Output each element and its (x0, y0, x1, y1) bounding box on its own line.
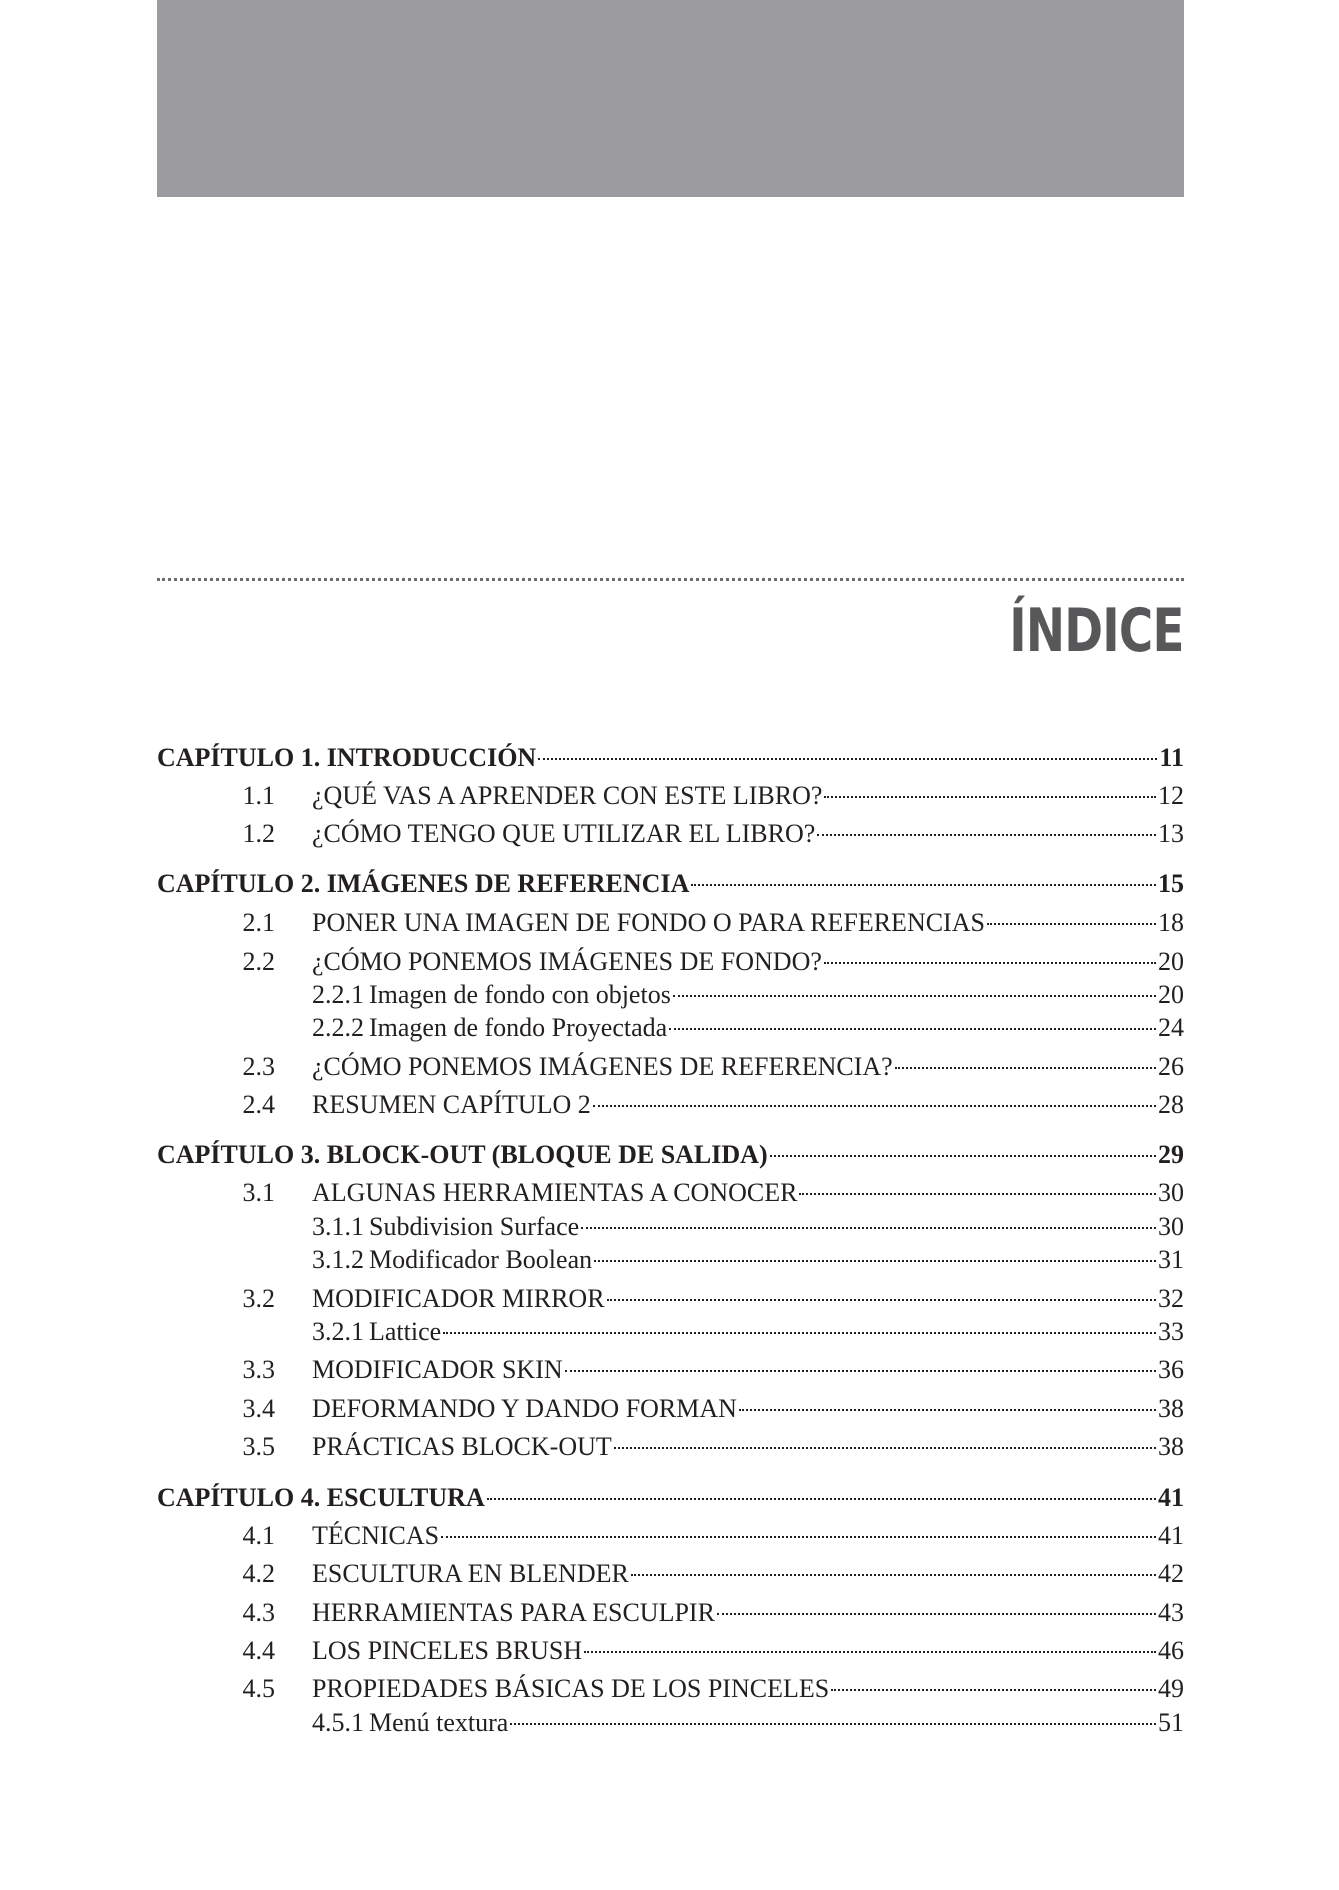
toc-entry-title: PRÁCTICAS BLOCK-OUT (312, 1432, 612, 1461)
toc-entry-title: MODIFICADOR SKIN (312, 1355, 563, 1384)
toc-entry-subsection[interactable] (157, 1244, 1184, 1276)
toc-entry-number: 4.4 (242, 1636, 275, 1665)
toc-entry-section[interactable] (157, 1283, 1184, 1315)
toc-entry-number: 2.2.2 (312, 1013, 364, 1042)
toc-page-number: 38 (1158, 1432, 1184, 1461)
toc-entry-number: 2.4 (242, 1090, 275, 1119)
toc-entry-number: 3.5 (242, 1432, 275, 1461)
toc-entry-section[interactable] (157, 1673, 1184, 1705)
toc-page-number: 38 (1158, 1394, 1184, 1423)
toc-entry-title: ¿CÓMO PONEMOS IMÁGENES DE REFERENCIA? (312, 1052, 893, 1081)
toc-dot-leader (669, 1028, 1156, 1030)
toc-entry-title: CAPÍTULO 1. INTRODUCCIÓN (157, 743, 537, 772)
toc-page-number: 13 (1158, 819, 1184, 848)
toc-entry-title: PONER UNA IMAGEN DE FONDO O PARA REFERENCIAS (312, 908, 985, 937)
toc-dot-leader (831, 1689, 1156, 1691)
toc-dot-leader (824, 796, 1156, 798)
toc-entry-section[interactable] (157, 1354, 1184, 1386)
toc-dot-leader (799, 1193, 1156, 1195)
toc-entry-number: 4.5 (242, 1674, 275, 1703)
toc-dot-leader (673, 995, 1156, 997)
toc-entry-title: RESUMEN CAPÍTULO 2 (312, 1090, 591, 1119)
toc-page-number: 26 (1158, 1052, 1184, 1081)
toc-page-number: 20 (1158, 947, 1184, 976)
toc-page-number: 20 (1158, 980, 1184, 1009)
toc-dot-leader (895, 1067, 1156, 1069)
toc-entry-chapter[interactable] (157, 742, 1184, 774)
toc-entry-section[interactable] (157, 1177, 1184, 1209)
toc-entry-section[interactable] (157, 1597, 1184, 1629)
toc-entry-number: 1.2 (242, 819, 275, 848)
toc-page-number: 24 (1158, 1013, 1184, 1042)
toc-entry-title: MODIFICADOR MIRROR (312, 1284, 605, 1313)
toc-entry-title: LOS PINCELES BRUSH (312, 1636, 583, 1665)
toc-entry-number: 4.1 (242, 1521, 275, 1550)
toc-entry-title: Modificador Boolean (369, 1245, 593, 1274)
toc-entry-number: 4.5.1 (312, 1708, 364, 1737)
toc-page-number: 43 (1158, 1598, 1184, 1627)
toc-page-number: 41 (1158, 1483, 1184, 1512)
toc-dot-leader (581, 1227, 1156, 1229)
toc-entry-number: 3.2 (242, 1284, 275, 1313)
toc-entry-subsection[interactable] (157, 1316, 1184, 1348)
toc-entry-title: CAPÍTULO 4. ESCULTURA (157, 1483, 485, 1512)
toc-entry-subsection[interactable] (157, 1707, 1184, 1739)
toc-dot-leader (631, 1574, 1156, 1576)
toc-entry-section[interactable] (157, 1051, 1184, 1083)
toc-entry-number: 2.2.1 (312, 980, 364, 1009)
toc-entry-title: PROPIEDADES BÁSICAS DE LOS PINCELES (312, 1674, 830, 1703)
toc-page-number: 32 (1158, 1284, 1184, 1313)
toc-entry-title: Imagen de fondo Proyectada (369, 1013, 668, 1042)
page-title: ÍNDICE (1009, 596, 1184, 666)
toc-entry-section[interactable] (157, 1431, 1184, 1463)
toc-page-number: 31 (1158, 1245, 1184, 1274)
toc-entry-title: Lattice (369, 1317, 442, 1346)
toc-entry-section[interactable] (157, 946, 1184, 978)
toc-page-number: 36 (1158, 1355, 1184, 1384)
toc-entry-title: TÉCNICAS (312, 1521, 440, 1550)
toc-dot-leader (443, 1332, 1156, 1334)
toc-dot-leader (614, 1447, 1156, 1449)
toc-page-number: 18 (1158, 908, 1184, 937)
toc-entry-title: ¿CÓMO TENGO QUE UTILIZAR EL LIBRO? (312, 819, 816, 848)
title-dotted-rule (157, 578, 1184, 581)
toc-dot-leader (584, 1651, 1156, 1653)
toc-entry-title: Menú textura (369, 1708, 509, 1737)
toc-entry-number: 2.2 (242, 947, 275, 976)
toc-dot-leader (717, 1613, 1156, 1615)
toc-entry-number: 2.3 (242, 1052, 275, 1081)
toc-entry-section[interactable] (157, 907, 1184, 939)
toc-entry-number: 3.4 (242, 1394, 275, 1423)
toc-dot-leader (593, 1105, 1156, 1107)
toc-dot-leader (691, 884, 1156, 886)
toc-entry-subsection[interactable] (157, 1012, 1184, 1044)
toc-dot-leader (607, 1299, 1156, 1301)
toc-entry-number: 1.1 (242, 781, 275, 810)
toc-entry-title: ¿CÓMO PONEMOS IMÁGENES DE FONDO? (312, 947, 822, 976)
toc-entry-chapter[interactable] (157, 1482, 1184, 1514)
toc-dot-leader (487, 1498, 1156, 1500)
toc-entry-title: ESCULTURA EN BLENDER (312, 1559, 629, 1588)
toc-dot-leader (538, 758, 1157, 760)
toc-entry-number: 2.1 (242, 908, 275, 937)
toc-entry-subsection[interactable] (157, 979, 1184, 1011)
toc-entry-title: ALGUNAS HERRAMIENTAS A CONOCER (312, 1178, 798, 1207)
toc-page-number: 11 (1159, 743, 1184, 772)
toc-page-number: 49 (1158, 1674, 1184, 1703)
toc-entry-title: Imagen de fondo con objetos (369, 980, 671, 1009)
toc-entry-title: HERRAMIENTAS PARA ESCULPIR (312, 1598, 715, 1627)
toc-page-number: 30 (1158, 1212, 1184, 1241)
toc-page-number: 30 (1158, 1178, 1184, 1207)
toc-dot-leader (441, 1536, 1156, 1538)
toc-entry-section[interactable] (157, 1558, 1184, 1590)
toc-entry-title: ¿QUÉ VAS A APRENDER CON ESTE LIBRO? (312, 781, 823, 810)
toc-page-number: 12 (1158, 781, 1184, 810)
toc-entry-number: 3.1.1 (312, 1212, 364, 1241)
toc-entry-section[interactable] (157, 780, 1184, 812)
toc-entry-number: 3.3 (242, 1355, 275, 1384)
toc-entry-section[interactable] (157, 1520, 1184, 1552)
toc-page-number: 51 (1158, 1708, 1184, 1737)
toc-entry-number: 3.1 (242, 1178, 275, 1207)
toc-entry-title: DEFORMANDO Y DANDO FORMAN (312, 1394, 737, 1423)
toc-entry-section[interactable] (157, 1089, 1184, 1121)
toc-page-number: 28 (1158, 1090, 1184, 1119)
toc-entry-chapter[interactable] (157, 868, 1184, 900)
toc-entry-title: CAPÍTULO 3. BLOCK-OUT (BLOQUE DE SALIDA) (157, 1140, 768, 1169)
toc-entry-title: CAPÍTULO 2. IMÁGENES DE REFERENCIA (157, 869, 690, 898)
toc-dot-leader (817, 834, 1156, 836)
toc-dot-leader (739, 1409, 1156, 1411)
toc-entry-number: 3.1.2 (312, 1245, 364, 1274)
toc-dot-leader (510, 1723, 1156, 1725)
toc-dot-leader (594, 1260, 1156, 1262)
toc-entry-section[interactable] (157, 818, 1184, 850)
toc-entry-number: 4.3 (242, 1598, 275, 1627)
toc-page-number: 41 (1158, 1521, 1184, 1550)
toc-page-number: 33 (1158, 1317, 1184, 1346)
toc-entry-section[interactable] (157, 1393, 1184, 1425)
toc-entry-number: 3.2.1 (312, 1317, 364, 1346)
toc-entry-subsection[interactable] (157, 1211, 1184, 1243)
toc-dot-leader (770, 1155, 1156, 1157)
toc-page-number: 46 (1158, 1636, 1184, 1665)
header-gray-band (157, 0, 1184, 197)
toc-entry-title: Subdivision Surface (369, 1212, 580, 1241)
toc-page-number: 42 (1158, 1559, 1184, 1588)
toc-dot-leader (987, 923, 1156, 925)
toc-dot-leader (565, 1370, 1156, 1372)
toc-page-number: 15 (1158, 869, 1184, 898)
toc-dot-leader (824, 962, 1156, 964)
toc-page-number: 29 (1158, 1140, 1184, 1169)
toc-entry-section[interactable] (157, 1635, 1184, 1667)
toc-entry-number: 4.2 (242, 1559, 275, 1588)
toc-entry-chapter[interactable] (157, 1139, 1184, 1171)
